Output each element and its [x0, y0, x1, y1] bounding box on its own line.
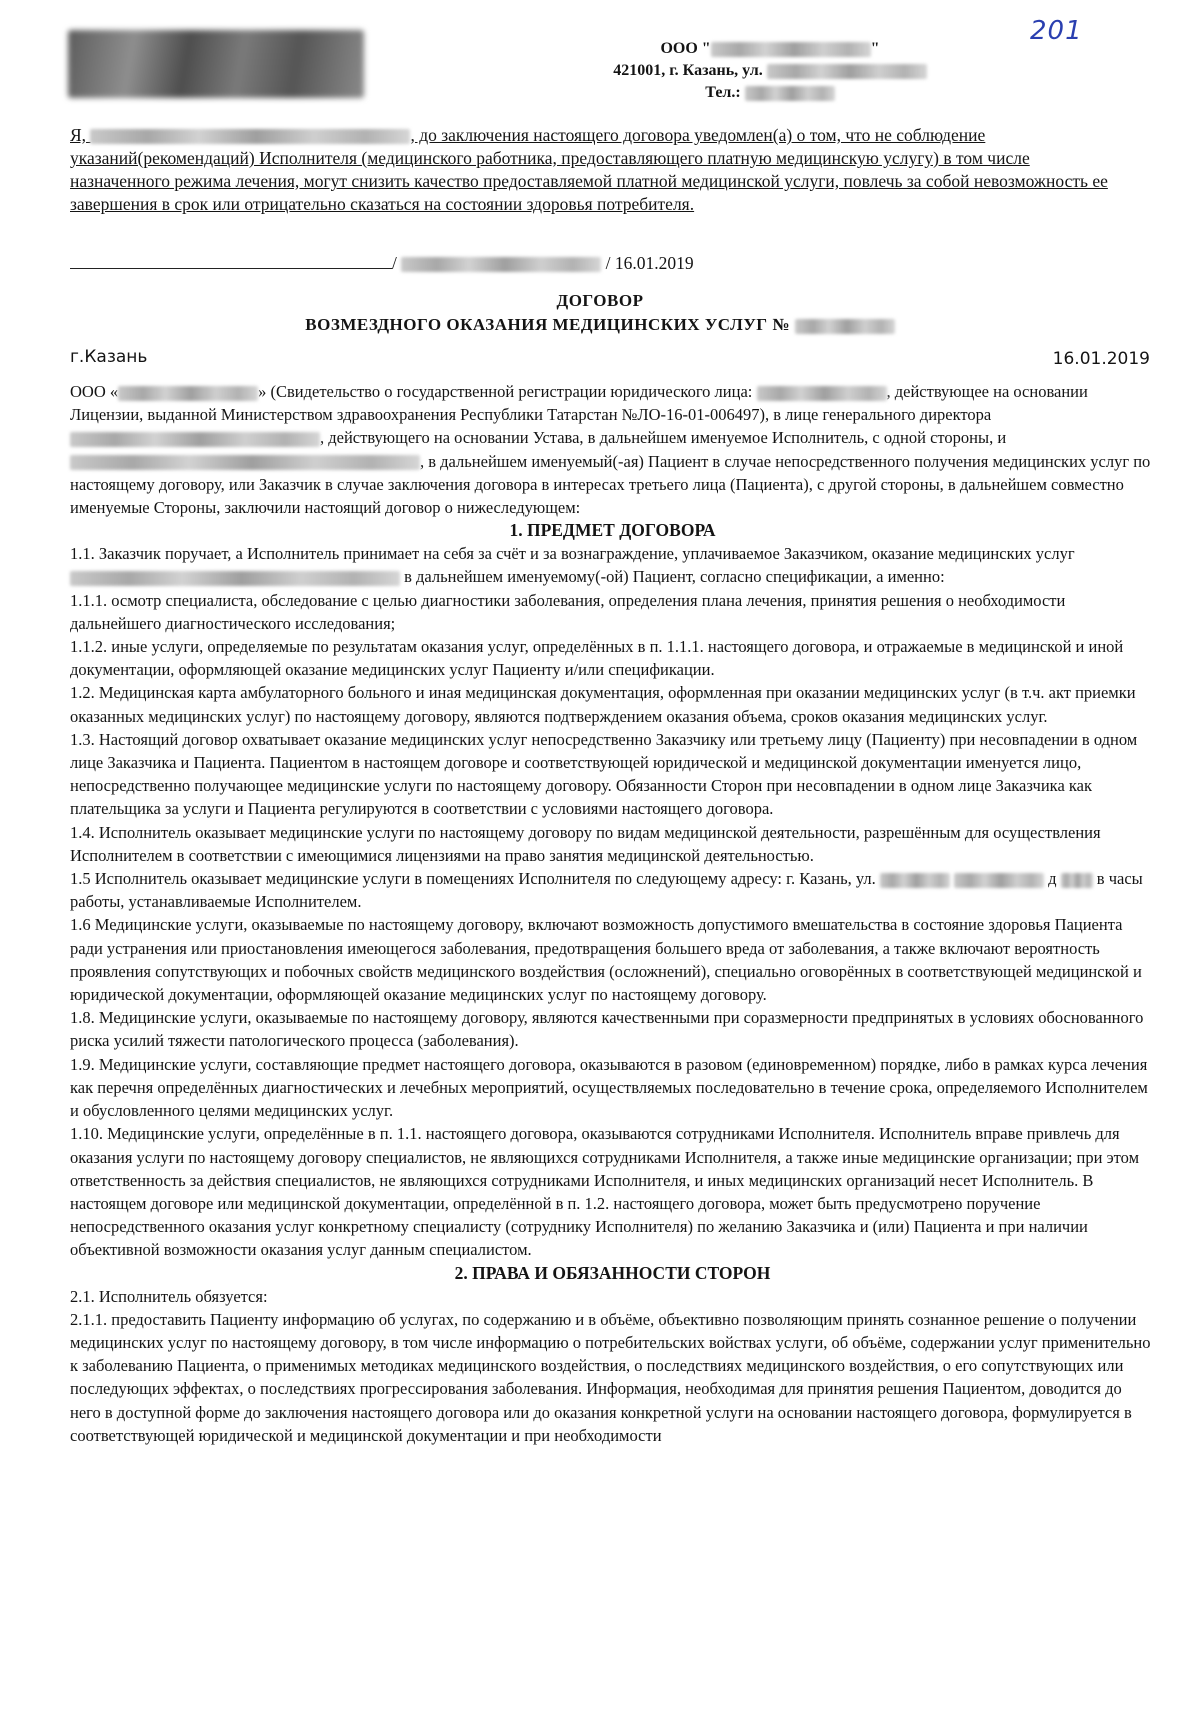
intro-paragraph — [70, 380, 1155, 519]
notice-prefix: Я, — [70, 125, 87, 145]
redacted-org-name — [711, 42, 871, 57]
notice-text: , до заключения настоящего договора уведомлен(а) о том, что не соблюдение указаний(рекомендаций) Исполнителя (медицинского работника, предоставляющего платную медицинскую услугу) в том числе назначенного режима лечения, могут снизить качество предоставляемой платной медицинской услуги, повлечь за собой невозможность ее завершения в срок или отрицательно сказаться на состоянии здоровья потребителя. — [70, 125, 1108, 214]
signature-line — [70, 252, 1110, 275]
clause-2-1-1: 2.1.1. предоставить Пациенту информацию об услугах, по содержанию и в объёме, объективно позволяющим принять сознанное решение о получении медицинских услуг по настоящему договору, в том числе информацию о потребительских войствах услуги, об объёме, содержании услуг применительно к заболеванию Пациента, о применимых методиках медицинского воздействия, о последствиях медицинского воздействия, о его сопутствующих или последующих эффектах, о последствиях прогрессирования заболевания. Информация, необходимая для принятия решения Пациентом, доводится до него в доступной форме до заключения настоящего договора или до оказания конкретной услуги на основании настоящего договора, формулируется в соответствующей юридической и медицинской документации и при необходимости — [70, 1309, 1151, 1445]
contract-date: 16.01.2019 — [1052, 349, 1150, 369]
redacted-signer-name — [401, 257, 601, 272]
section-1-title: 1. ПРЕДМЕТ ДОГОВОРА — [509, 520, 716, 541]
clause-1-8: 1.8. Медицинские услуги, оказываемые по настоящему договору, являются качественными при соразмерности предпринятых в условиях обоснованного риска усилий тяжести патологического процесса (заболевания). — [70, 1008, 1144, 1051]
clause-1-5-text-c: в часы работы, устанавливаемые Исполнителем. — [70, 869, 1143, 912]
clause-1-5-text-b: д — [1048, 869, 1057, 889]
org-header — [560, 38, 980, 104]
org-address-line — [560, 60, 980, 82]
redacted-street — [767, 64, 927, 79]
intro-part2: » (Свидетельство о государственной регистрации юридического лица: — [258, 382, 753, 401]
intro-part1: ООО « — [70, 382, 119, 401]
section-2-title: 2. ПРАВА И ОБЯЗАННОСТИ СТОРОН — [454, 1262, 771, 1283]
place-of-signing: г.Казань — [70, 347, 148, 367]
redacted-service-recipient — [70, 571, 400, 586]
org-suffix: " — [870, 40, 880, 57]
clause-1-5-text-a: 1.5 Исполнитель оказывает медицинские услуги в помещениях Исполнителя по следующему адресу: г. Казань, ул. — [70, 869, 876, 889]
org-prefix: ООО " — [660, 40, 711, 57]
redacted-house-number — [1061, 873, 1093, 888]
phone-prefix: Тел.: — [705, 84, 741, 101]
clause-1-5 — [70, 867, 1155, 913]
clause-1-1-1: 1.1.1. осмотр специалиста, обследование с целью диагностики заболевания, определения плана лечения, принятия решения о необходимости дальнейшего диагностического исследования; — [70, 590, 1066, 633]
intro-part3: , действующее на основании Лицензии, выданной Министерством здравоохранения Республики Татарстан №ЛО-16-01-006497), в лице генерального директора — [70, 382, 1088, 425]
contract-body — [70, 380, 1155, 1447]
doc-subtitle-text: ВОЗМЕЗДНОГО ОКАЗАНИЯ МЕДИЦИНСКИХ УСЛУГ № — [305, 315, 790, 334]
clause-1-2: 1.2. Медицинская карта амбулаторного больного и иная медицинская документация, оформленная при оказании медицинских услуг (в т.ч. акт приемки оказанных медицинских услуг) по настоящему договору, являются подтверждением оказания объема, сроков оказания медицинских услуг. — [70, 683, 1136, 726]
redacted-director-name — [70, 432, 320, 447]
clause-1-10: 1.10. Медицинские услуги, определённые в п. 1.1. настоящего договора, оказываются сотрудниками Исполнителя. Исполнитель вправе привлечь для оказания услуги по настоящему договору специалистов, не являющихся сотрудниками Исполнителя, а также иные медицинские организации; при этом ответственность за действия специалистов, не являющихся сотрудниками Исполнителя, и иных медицинских организаций несет Исполнитель. В настоящем договоре или медицинской документации, определённой в п. 1.2. настоящего договора, может быть предусмотрено поручение непосредственного оказания услуг конкретному специалисту (сотруднику Исполнителя) по желанию Заказчика и (или) Пациента и при наличии объективной возможности оказания услуг данным специалистом. — [70, 1124, 1140, 1260]
org-phone-line — [560, 82, 980, 104]
clause-1-4: 1.4. Исполнитель оказывает медицинские услуги по настоящему договору по видам медицинской деятельности, разрешённым для осуществления Исполнителем в соответствии с имеющимися лицензиями на право занятия медицинской деятельностью. — [70, 822, 1101, 865]
signature-blank — [70, 254, 392, 269]
doc-subtitle — [0, 314, 1200, 336]
company-logo-redacted — [68, 30, 364, 98]
redacted-street — [880, 873, 950, 888]
clause-1-3: 1.3. Настоящий договор охватывает оказание медицинских услуг непосредственно Заказчику или третьему лицу (Пациенту) при несовпадении в одном лице Заказчика и Пациента. Пациентом в настоящем договоре и соответствующей юридической и медицинской документации именуется лицо, непосредственно получающее медицинские услуги по настоящему договору. Обязанности Сторон при несовпадении в одном лице Заказчика как плательщика за услуги и Пациента регулируются в соответствии с условиями настоящего договора. — [70, 729, 1138, 819]
handwritten-ref-number: 201 — [1030, 16, 1083, 46]
redacted-street-cont — [954, 873, 1044, 888]
address-prefix: 421001, г. Казань, ул. — [613, 62, 763, 79]
redacted-patient-name — [90, 129, 410, 144]
patient-notice — [70, 124, 1110, 216]
clause-1-1-text-b: в дальнейшем именуемому(-ой) Пациент, согласно спецификации, а именно: — [404, 567, 945, 587]
redacted-phone — [745, 86, 835, 101]
sign-date: / 16.01.2019 — [605, 253, 694, 273]
clause-1-1-text-a: 1.1. Заказчик поручает, а Исполнитель принимает на себя за счёт и за вознаграждение, уплачиваемое Заказчиком, оказание медицинских услуг — [70, 544, 1075, 564]
clause-2-1: 2.1. Исполнитель обязуется: — [70, 1286, 268, 1306]
intro-part5: , в дальнейшем именуемый(-ая) Пациент в случае непосредственного получения медицинских услуг по настоящему договору, или Заказчик в случае заключения договора в интересах третьего лица (Пациента), с другой стороны, в дальнейшем совместно именуемые Стороны, заключили настоящий договор о нижеследующем: — [70, 451, 1151, 518]
sign-separator: / — [392, 253, 397, 273]
clause-1-6: 1.6 Медицинские услуги, оказываемые по настоящему договору, включают возможность допустимого вмешательства в состояние здоровья Пациента ради устранения или приостановления имеющегося заболевания, предотвращения большего вреда от заболевания, а также включают вероятность проявления сопутствующих и побочных свойств медицинского воздействия (осложнений), специально оговорённых в соответствующей медицинской и юридической документации, оформляющей оказание медицинских услуг по настоящему договору. — [70, 915, 1142, 1005]
org-name-line — [560, 38, 980, 60]
redacted-contract-number — [795, 319, 895, 334]
redacted-org-name — [118, 386, 258, 401]
doc-title: ДОГОВОР — [556, 291, 644, 310]
redacted-patient-name — [70, 455, 420, 470]
intro-part4: , действующего на основании Устава, в дальнейшем именуемое Исполнитель, с одной стороны, и — [320, 428, 1007, 448]
clause-1-9: 1.9. Медицинские услуги, составляющие предмет настоящего договора, оказываются в разовом (единовременном) порядке, либо в рамках курса лечения как перечня определённых диагностических и лечебных мероприятий, осуществляемых последовательно в течение срока, определяемого Исполнителем и обусловленного целями медицинских услуг. — [70, 1054, 1148, 1121]
clause-1-1-2: 1.1.2. иные услуги, определяемые по результатам оказания услуг, определённых в п. 1.1.1. настоящего договора, и отражаемые в медицинской и иной документации, оформляющей оказание медицинских услуг Пациенту и/или спецификации. — [70, 637, 1124, 680]
redacted-ogrn — [757, 386, 887, 401]
clause-1-1 — [70, 542, 1155, 588]
